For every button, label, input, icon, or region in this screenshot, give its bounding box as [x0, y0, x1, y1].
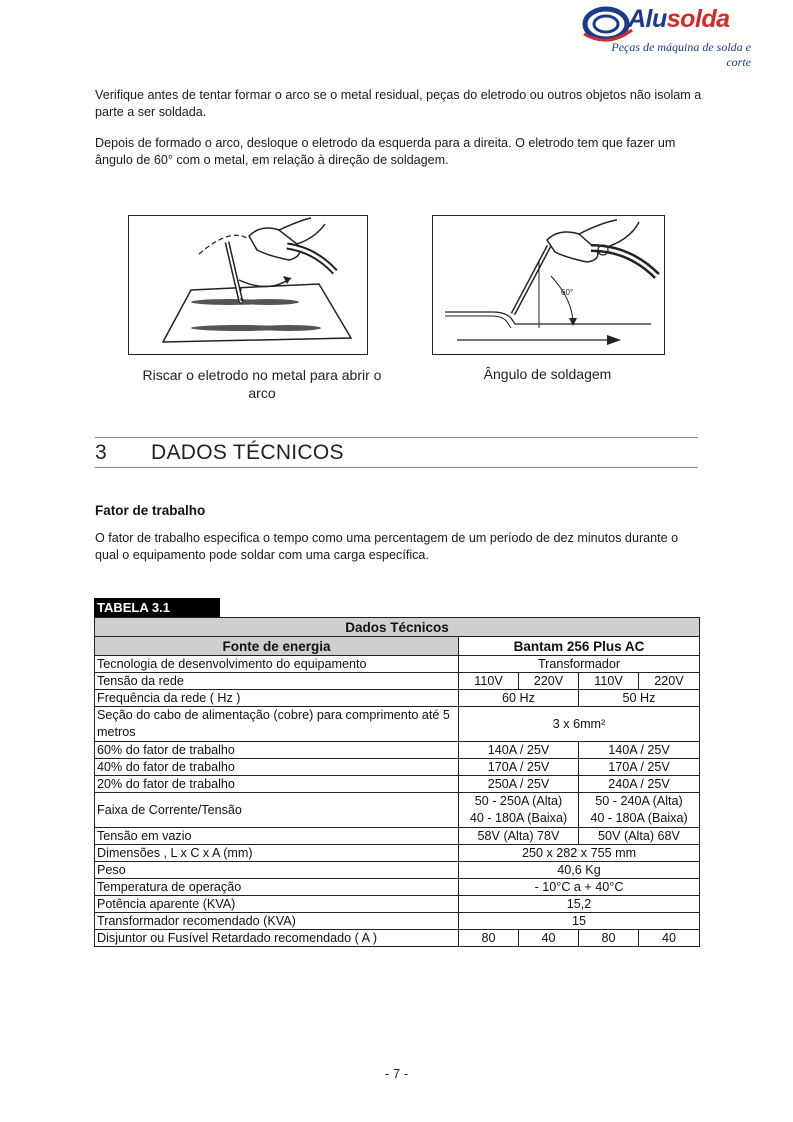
- intro-paragraph-2: Depois de formado o arco, desloque o eletrodo da esquerda para a direita. O eletrodo tem que fazer um ângulo de 60° com o metal, em relação à direção de soldagem.: [95, 136, 676, 167]
- cell-value: 58V (Alta) 78V: [459, 828, 579, 845]
- table-row: [95, 828, 700, 845]
- logo-tagline: Peças de máquina de solda e corte: [611, 40, 751, 69]
- table-row: [95, 742, 700, 759]
- table-row: [95, 707, 700, 742]
- range-high: 50 - 250A (Alta): [474, 794, 563, 808]
- row-label: Tensão em vazio: [95, 828, 459, 845]
- section-divider-bottom: [95, 467, 698, 468]
- cell-value: 80: [579, 930, 639, 947]
- subsection-description: O fator de trabalho especifica o tempo como uma percentagem de um período de dez minutos durante o qual o equipamento pode soldar com uma carga específica.: [95, 531, 679, 562]
- subsection-title: Fator de trabalho: [95, 503, 206, 518]
- cell-value: 110V: [459, 673, 519, 690]
- table-title: Dados Técnicos: [95, 618, 700, 637]
- table-row: [95, 862, 700, 879]
- table-row: [95, 776, 700, 793]
- table-row: [95, 845, 700, 862]
- row-label: Frequência da rede ( Hz ): [95, 690, 459, 707]
- cell-value: 15: [459, 913, 700, 930]
- section-divider-top: [95, 437, 698, 438]
- cell-value: - 10°C a + 40°C: [459, 879, 700, 896]
- range-low: 40 - 180A (Baixa): [590, 811, 688, 825]
- welding-angle-illustration-icon: [433, 216, 664, 354]
- table-label: TABELA 3.1: [94, 598, 220, 617]
- cell-value: 240A / 25V: [579, 776, 700, 793]
- cell-value: 40: [639, 930, 700, 947]
- column-header-power-source: Fonte de energia: [95, 637, 459, 656]
- table-row: [95, 690, 700, 707]
- range-low: 40 - 180A (Baixa): [469, 811, 568, 825]
- cell-value: [579, 793, 700, 828]
- row-label: Tensão da rede: [95, 673, 459, 690]
- row-label: Dimensões , L x C x A (mm): [95, 845, 459, 862]
- cell-value: 40,6 Kg: [459, 862, 700, 879]
- table-title-row: [95, 618, 700, 637]
- brand-logo: [582, 2, 754, 69]
- row-label: Peso: [95, 862, 459, 879]
- cell-value: 40: [519, 930, 579, 947]
- row-label: Seção do cabo de alimentação (cobre) para comprimento até 5 metros: [95, 707, 459, 742]
- cell-value: 60 Hz: [459, 690, 579, 707]
- row-label: Transformador recomendado (KVA): [95, 913, 459, 930]
- table-row: [95, 759, 700, 776]
- page-number: - 7 -: [384, 1066, 409, 1081]
- cell-value: Transformador: [459, 656, 700, 673]
- row-label: Tecnologia de desenvolvimento do equipamento: [95, 656, 459, 673]
- cell-value: 140A / 25V: [459, 742, 579, 759]
- row-label: Faixa de Corrente/Tensão: [95, 793, 459, 828]
- cell-value: 110V: [579, 673, 639, 690]
- table-row: [95, 913, 700, 930]
- cell-value: [459, 793, 579, 828]
- cell-value: 80: [459, 930, 519, 947]
- cell-value: 170A / 25V: [579, 759, 700, 776]
- row-label: Disjuntor ou Fusível Retardado recomendado ( A ): [95, 930, 459, 947]
- technical-data-table: [94, 617, 700, 947]
- table-row: [95, 879, 700, 896]
- electrode-strike-illustration-icon: [129, 216, 367, 354]
- row-label: 60% do fator de trabalho: [95, 742, 459, 759]
- row-label: 20% do fator de trabalho: [95, 776, 459, 793]
- row-label: Temperatura de operação: [95, 879, 459, 896]
- figure-right-caption: Ângulo de soldagem: [483, 366, 612, 382]
- row-label: 40% do fator de trabalho: [95, 759, 459, 776]
- table-row: [95, 673, 700, 690]
- table-row: [95, 793, 700, 828]
- cell-value: 220V: [519, 673, 579, 690]
- column-header-model: Bantam 256 Plus AC: [459, 637, 700, 656]
- section-title: DADOS TÉCNICOS: [151, 441, 344, 464]
- figure-left-caption: Riscar o eletrodo no metal para abrir o arco: [142, 367, 382, 401]
- table-row: [95, 656, 700, 673]
- cell-value: 250A / 25V: [459, 776, 579, 793]
- figure-welding-angle: [432, 215, 665, 355]
- table-header-row: [95, 637, 700, 656]
- table-row: [95, 930, 700, 947]
- cell-value: 170A / 25V: [459, 759, 579, 776]
- cell-value: 50 Hz: [579, 690, 700, 707]
- table-row: [95, 896, 700, 913]
- range-high: 50 - 240A (Alta): [595, 794, 683, 808]
- cell-value: 3 x 6mm²: [459, 707, 700, 742]
- logo-wordmark: Alusolda: [628, 5, 730, 33]
- cell-value: 140A / 25V: [579, 742, 700, 759]
- angle-label: 60°: [561, 288, 574, 297]
- figure-striking-arc: [128, 215, 368, 355]
- cell-value: 220V: [639, 673, 700, 690]
- cell-value: 250 x 282 x 755 mm: [459, 845, 700, 862]
- row-label: Potência aparente (KVA): [95, 896, 459, 913]
- section-number: 3: [95, 441, 107, 464]
- intro-paragraph-1: Verifique antes de tentar formar o arco se o metal residual, peças do eletrodo ou outros objetos não isolam a parte a ser soldada.: [95, 88, 702, 119]
- cell-value: 50V (Alta) 68V: [579, 828, 700, 845]
- cell-value: 15,2: [459, 896, 700, 913]
